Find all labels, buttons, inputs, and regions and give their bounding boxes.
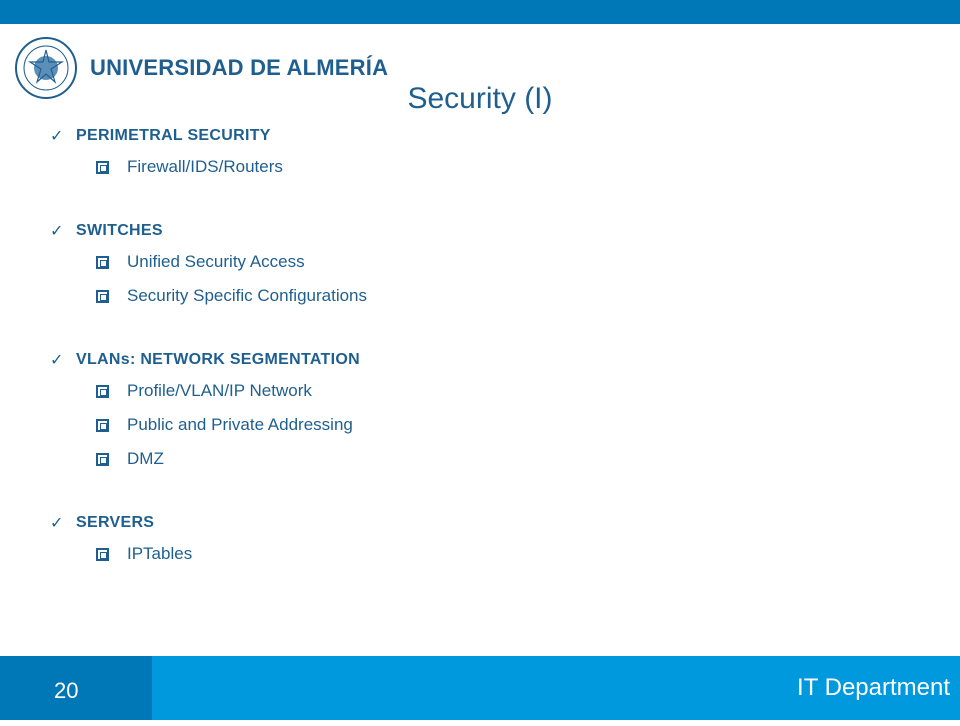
square-bullet-icon (96, 161, 109, 174)
section (50, 346, 910, 476)
square-bullet-icon (96, 290, 109, 303)
list-item-text: Profile/VLAN/IP Network (127, 381, 312, 400)
section-header (50, 346, 910, 374)
square-bullet-icon (96, 453, 109, 466)
square-bullet-icon (96, 419, 109, 432)
checkmark-icon: ✓ (50, 128, 64, 145)
section-header (50, 217, 910, 245)
list-item (50, 537, 910, 571)
institution-name: UNIVERSIDAD DE ALMERÍA (90, 55, 389, 80)
slide-content (50, 122, 910, 604)
checkmark-icon: ✓ (50, 352, 64, 369)
list-item-text: Unified Security Access (127, 252, 305, 271)
square-bullet-icon (96, 548, 109, 561)
section-header (50, 122, 910, 150)
square-bullet-icon (96, 385, 109, 398)
section-title: PERIMETRAL SECURITY (76, 127, 271, 144)
section-title: SWITCHES (76, 222, 163, 239)
slide-title: Security (I) (407, 82, 553, 115)
section-header (50, 509, 910, 537)
list-item (50, 442, 910, 476)
list-item (50, 374, 910, 408)
list-item-text: Firewall/IDS/Routers (127, 157, 283, 176)
footer (0, 656, 960, 720)
page-number-box (0, 656, 152, 720)
top-banner (0, 0, 960, 24)
list-item (50, 279, 910, 313)
list-item-text: DMZ (127, 449, 164, 468)
section (50, 122, 910, 184)
list-item-text: Security Specific Configurations (127, 286, 368, 305)
department-bar (152, 656, 960, 720)
list-item-text: Public and Private Addressing (127, 415, 353, 434)
department-label: IT Department (797, 674, 950, 701)
section-title: VLANs: NETWORK SEGMENTATION (76, 351, 360, 368)
square-bullet-icon (96, 256, 109, 269)
checkmark-icon: ✓ (50, 223, 64, 240)
checkmark-icon: ✓ (50, 515, 64, 532)
list-item (50, 408, 910, 442)
list-item-text: IPTables (127, 544, 193, 563)
section (50, 509, 910, 571)
list-item (50, 245, 910, 279)
section (50, 217, 910, 313)
list-item (50, 150, 910, 184)
section-title: SERVERS (76, 514, 155, 531)
page-number: 20 (54, 678, 79, 703)
